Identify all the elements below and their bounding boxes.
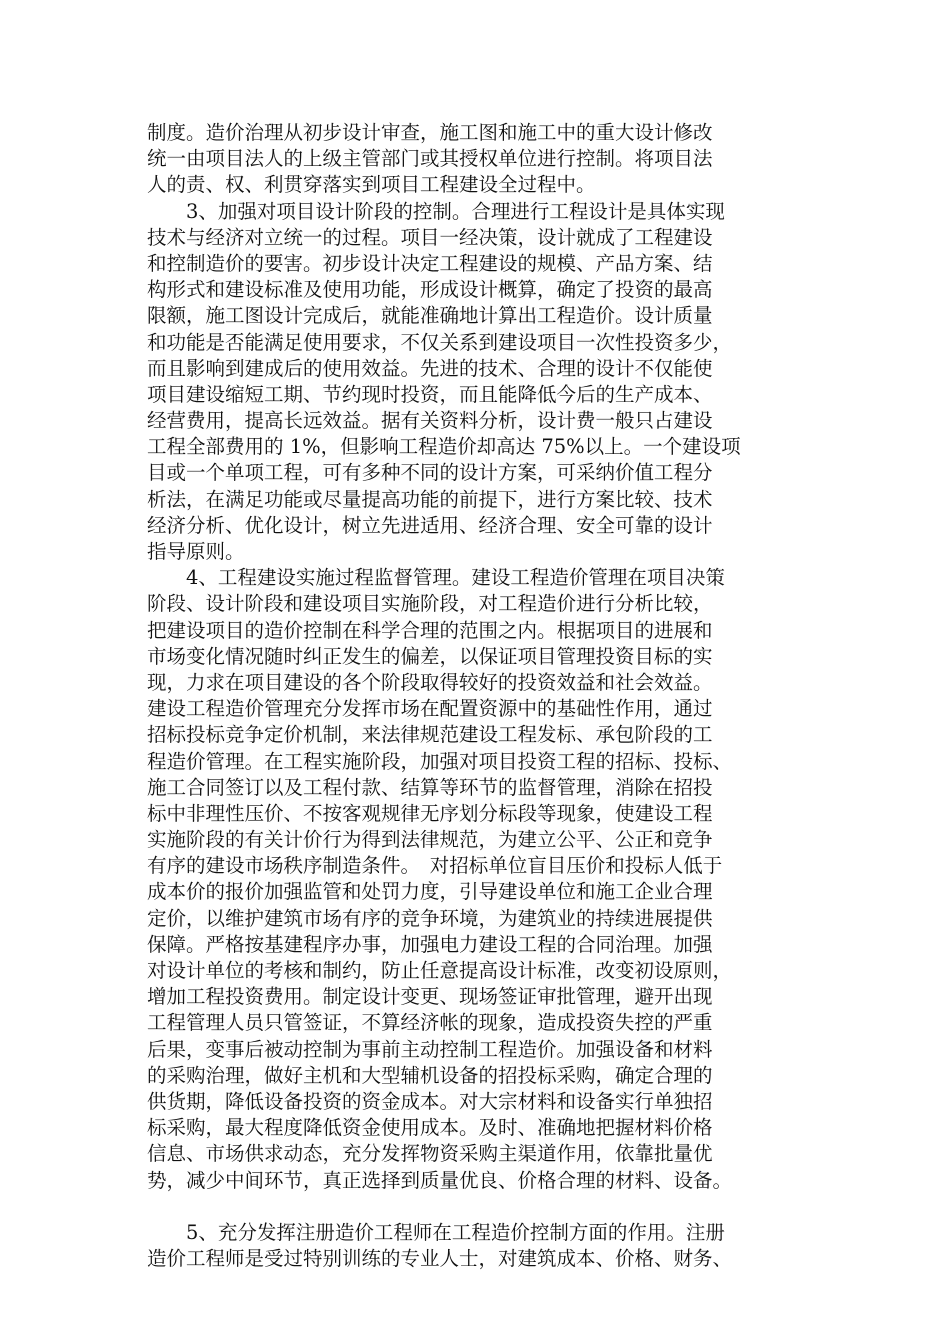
text-line: 而且影响到建成后的使用效益。先进的技术、合理的设计不仅能使: [147, 356, 713, 380]
text-line: 经营费用，提高长远效益。据有关资料分析，设计费一般只占建设: [147, 409, 713, 433]
text-line: 供货期，降低设备投资的资金成本。对大宗材料和设备实行单独招: [147, 1089, 713, 1113]
text-line: 有序的建设市场秩序制造条件。 对招标单位盲目压价和投标人低于: [147, 854, 723, 878]
text-line: 指导原则。: [147, 540, 245, 563]
text-line: 标采购，最大程度降低资金使用成本。及时、准确地把握材料价格: [147, 1116, 713, 1140]
text-line: 标中非理性压价、不按客观规律无序划分标段等现象，使建设工程: [147, 801, 713, 825]
text-line: 增加工程投资费用。制定设计变更、现场签证审批管理，避开出现: [147, 985, 713, 1009]
text-line: 把建设项目的造价控制在科学合理的范围之内。根据项目的进展和: [147, 618, 713, 642]
text-line: 工程管理人员只管签证，不算经济帐的现象，造成投资失控的严重: [147, 1011, 713, 1035]
text-line: 工程全部费用的 1%，但影响工程造价却高达 75%以上。一个建设项: [147, 435, 741, 459]
text-line: 势，减少中间环节，真正选择到质量优良、价格合理的材料、设备。: [147, 1168, 733, 1192]
text-line: 的采购治理，做好主机和大型辅机设备的招投标采购，确定合理的: [147, 1063, 713, 1087]
text-line: 5、充分发挥注册造价工程师在工程造价控制方面的作用。注册: [147, 1220, 725, 1244]
text-line: 和功能是否能满足使用要求，不仅关系到建设项目一次性投资多少，: [147, 330, 733, 354]
text-line: 定价，以维护建筑市场有序的竞争环境，为建筑业的持续进展提供: [147, 906, 713, 930]
text-line: 项目建设缩短工期、节约现时投资，而且能降低今后的生产成本、: [147, 382, 713, 406]
paragraph-gap: [147, 1194, 817, 1220]
text-line: 4、工程建设实施过程监督管理。建设工程造价管理在项目决策: [147, 566, 725, 590]
text-line: 程造价管理。在工程实施阶段，加强对项目投资工程的招标、投标、: [147, 749, 733, 773]
text-line: 和控制造价的要害。初步设计决定工程建设的规模、产品方案、结: [147, 251, 713, 275]
text-line: 施工合同签订以及工程付款、结算等环节的监督管理，消除在招投: [147, 775, 713, 799]
text-line: 析法，在满足功能或尽量提高功能的前提下，进行方案比较、技术: [147, 487, 713, 511]
body-text: [147, 120, 817, 1272]
text-line: 建设工程造价管理充分发挥市场在配置资源中的基础性作用，通过: [147, 697, 713, 721]
text-line: 限额，施工图设计完成后，就能准确地计算出工程造价。设计质量: [147, 304, 713, 328]
text-line: 信息、市场供求动态，充分发挥物资采购主渠道作用，依靠批量优: [147, 1142, 713, 1166]
text-line: 实施阶段的有关计价行为得到法律规范，为建立公平、公正和竞争: [147, 828, 713, 852]
text-line: 后果，变事后被动控制为事前主动控制工程造价。加强设备和材料: [147, 1037, 713, 1061]
text-line: 构形式和建设标准及使用功能，形成设计概算，确定了投资的最高: [147, 278, 713, 302]
text-line: 市场变化情况随时纠正发生的偏差，以保证项目管理投资目标的实: [147, 644, 713, 668]
text-line: 人的责、权、利贯穿落实到项目工程建设全过程中。: [147, 173, 596, 197]
text-line: 成本价的报价加强监管和处罚力度，引导建设单位和施工企业合理: [147, 880, 713, 904]
text-line: 现，力求在项目建设的各个阶段取得较好的投资效益和社会效益。: [147, 670, 713, 694]
text-line: 经济分析、优化设计，树立先进适用、经济合理、安全可靠的设计: [147, 513, 713, 537]
text-line: 保障。严格按基建程序办事，加强电力建设工程的合同治理。加强: [147, 932, 713, 956]
text-line: 阶段、设计阶段和建设项目实施阶段，对工程造价进行分析比较，: [147, 592, 713, 616]
text-line: 3、加强对项目设计阶段的控制。合理进行工程设计是具体实现: [147, 199, 725, 223]
text-line: 造价工程师是受过特别训练的专业人士，对建筑成本、价格、财务、: [147, 1247, 733, 1271]
text-line: 对设计单位的考核和制约，防止任意提高设计标准，改变初设原则，: [147, 959, 733, 982]
text-line: 统一由项目法人的上级主管部门或其授权单位进行控制。将项目法: [147, 147, 713, 171]
text-line: 技术与经济对立统一的过程。项目一经决策，设计就成了工程建设: [147, 225, 713, 249]
text-line: 招标投标竞争定价机制，来法律规范建设工程发标、承包阶段的工: [147, 723, 713, 747]
text-line: 目或一个单项工程，可有多种不同的设计方案，可采纳价值工程分: [147, 461, 713, 485]
text-line: 制度。造价治理从初步设计审查，施工图和施工中的重大设计修改: [147, 121, 713, 144]
